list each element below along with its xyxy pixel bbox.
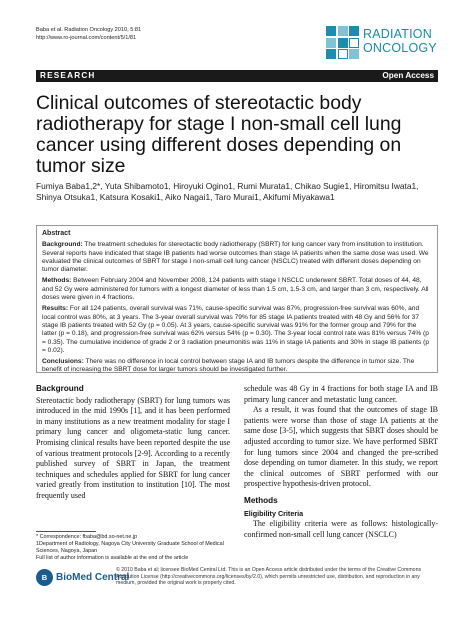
article-type-bar [36,70,438,82]
article-type: RESEARCH [40,71,96,80]
section-heading-methods: Methods [244,495,278,505]
body-column-right [244,384,438,540]
body-paragraph: The eligibility criteria were as follows: histologically-confirmed non-small cell lung cancer (NSCLC) [244,519,438,539]
biomed-central-icon: B [36,569,53,586]
license-text: © 2010 Baba et al; licensee BioMed Central Ltd. This is an Open Access article distributed under the terms of the Creative Commons Attribution License (http://creativecommons.org/licenses/by/2.0), which permits unrestricted use, distribution, and reproduction in any medium, provided the original work is properly cited. [116,567,422,587]
footnote-divider [36,531,96,532]
body-paragraph: As a result, it was found that the outcomes of stage IB patients were worse than those of stage IA patients at the same dose [3-5], which suggests that SBRT doses should be adjusted according to tumor size. We have performed SBRT for lung tumors since 2004 and changed the pre-scribed dose depending on tumor diameter. In this study, we report the clinical outcomes of SBRT performed with our prospective hypothesis-driven protocol. [244,405,438,489]
author-list: Fumiya Baba1,2*, Yuta Shibamoto1, Hiroyuki Ogino1, Rumi Murata1, Chikao Sugie1, Hiromitsu Iwata1, Shinya Otsuka1, Katsura Kosaki1, Aiko Nagai1, Taro Murai1, Akifumi Miyakawa1 [36,181,419,202]
section-heading-background: Background [36,384,84,393]
subsection-heading-eligibility: Eligibility Criteria [244,508,304,518]
abstract-box [36,225,438,373]
logo-grid-icon [326,26,359,59]
body-paragraph: Stereotactic body radiotherapy (SBRT) for lung tumors was introduced in the mid 1990s [1], and it has been performed in many institutions as a new treatment modality for stage I primary lung cancer and oligometa-static lung cancer. Promising clinical results have been reported despite the use of various treatment protocols [2-9]. According to a recently published survey of SBRT in Japan, the treatment techniques and schedules applied for SBRT for lung cancer varied greatly from institution to institution [10]. The most frequently used [36,395,230,500]
footnotes [36,534,230,562]
biomed-central-logo: B BioMed Central [36,569,110,587]
abstract-background: Background: The treatment schedules for stereotactic body radiotherapy (SBRT) for lung cancer vary from institution to institution. Several reports have indicated that stage IB patients had worse outcomes than stage IA patients when the same dose was used. We evaluated the clinical outcomes of SBRT for stage I non-small cell lung cancer (NSCLC) treated with different doses depending on tumor diameter. [42,241,429,274]
abstract-methods: Methods: Between February 2004 and November 2008, 124 patients with stage I NSCLC underwent SBRT. Total doses of 44, 48, and 52 Gy were administered for tumors with a longest diameter of less than 1.5 cm, 1.5-3 cm, and larger than 3 cm, respectively. All doses were given in 4 fractions. [42,277,429,302]
body-paragraph: schedule was 48 Gy in 4 fractions for both stage IA and IB primary lung cancer and metastatic lung cancer. [244,384,438,404]
affiliation-note: 1Department of Radiology, Nagoya City University Graduate School of Medical Sciences, Nagoya, Japan [36,541,224,555]
article-title: Clinical outcomes of stereotactic body radiotherapy for stage I non-small cell lung cancer using different doses depending on tumor size [36,92,402,177]
body-column-left [36,384,230,502]
journal-logo [326,22,446,62]
running-header [36,27,141,42]
author-info-note: Full list of author information is available at the end of the article [36,555,189,562]
abstract-conclusions: Conclusions: There was no difference in local control between stage IA and IB tumors despite the difference in tumor size. The benefit of increasing the SBRT dose for larger tumors should be investigated further. [42,358,415,374]
open-access-label: Open Access [382,71,434,80]
logo-text: RADIATION ONCOLOGY [363,27,437,55]
article-url[interactable]: http://www.ro-journal.com/content/5/1/81 [36,34,137,41]
page-footer [36,567,438,589]
abstract-results: Results: For all 124 patients, overall survival was 71%, cause-specific survival was 87%, progression-free survival was 60%, and local control was 80%, at 3 years. The 3-year overall survival was 79% for 85 stage IA patients treated with 48 Gy and 56% for 37 stage IB patients treated with 52 Gy (p = 0.05). At 3 years, cause-specific survival was 91% for the former group and 79% for the latter (p = 0.18), and progression-free survival was 62% versus 54% (p = 0.30). The 3-year local control rate was 81% versus 74% (p = 0.35). The cumulative incidence of grade 2 or 3 radiation pneumonitis was 11% in stage IA patients and 30% in stage IB patients (p = 0.02). [42,305,430,354]
journal-citation: Baba et al. Radiation Oncology 2010, 5:81 [36,27,142,33]
correspondence-note: * Correspondence: fbaba@bd.so-net.ne.jp [36,534,138,540]
abstract-heading: Abstract [42,230,71,237]
